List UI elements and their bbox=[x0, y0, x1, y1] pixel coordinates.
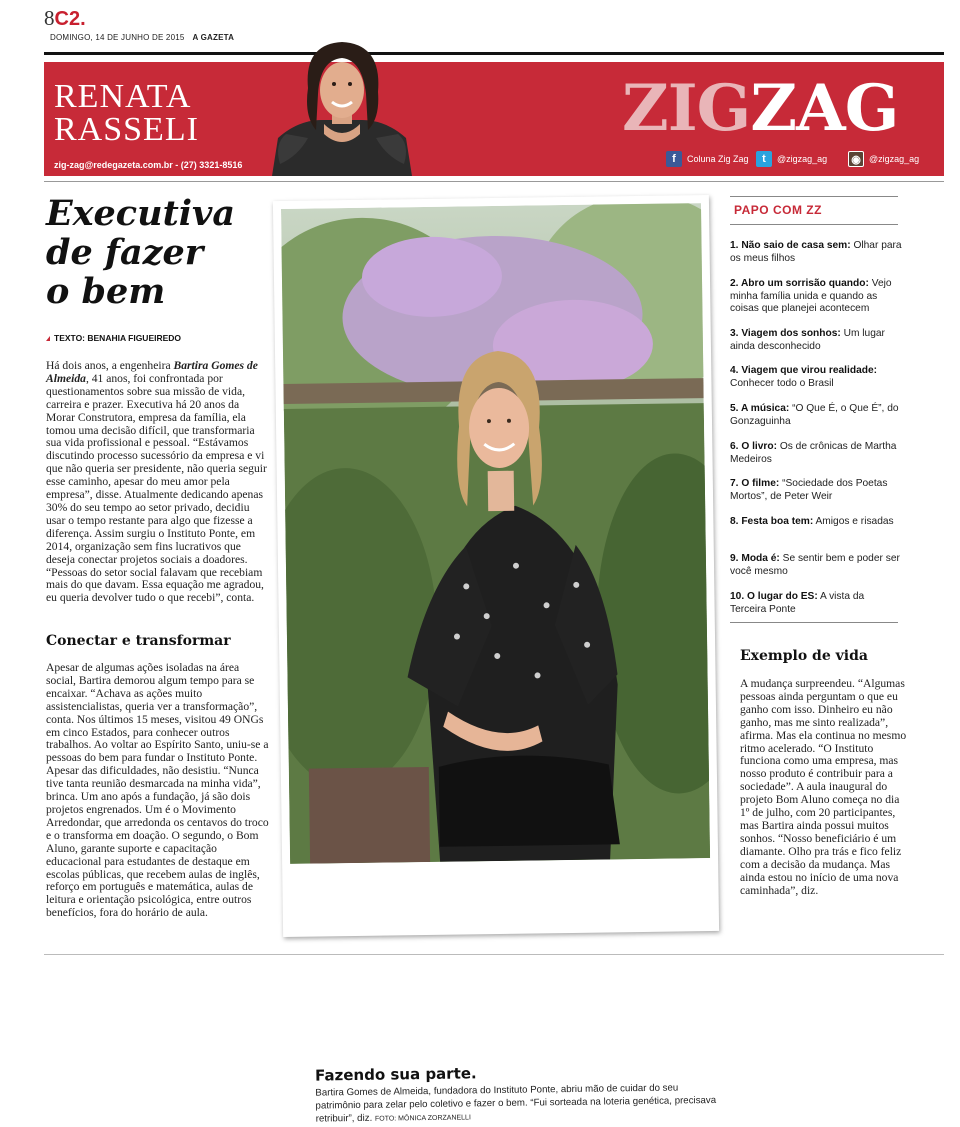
photo-caption: Bartira Gomes de Almeida, fundadora do Instituto Ponte, abriu mão de cuidar do seu patrimônio para zelar pelo coletivo e fazer o bem. “Fui sorteada na loteria genética, precisava retribuir”, diz. FOTO: MÔNICA ZORZANELLI bbox=[315, 1082, 717, 1125]
social-facebook[interactable] bbox=[666, 151, 749, 167]
papo-item: 3. Viagem dos sonhos: Um lugar ainda desconhecido bbox=[730, 328, 885, 352]
top-rule bbox=[44, 52, 944, 55]
contact-info[interactable]: zig-zag@redegazeta.com.br - (27) 3321-8516 bbox=[54, 160, 243, 170]
facebook-icon: f bbox=[666, 151, 682, 167]
subhead-conectar: Conectar e transformar bbox=[46, 633, 231, 649]
papo-title-rule bbox=[730, 224, 898, 225]
papo-item: 2. Abro um sorrisão quando: Vejo minha família unida e quando as coisas que planejei acontecem bbox=[730, 278, 892, 314]
papo-item: 9. Moda é: Se sentir bem e poder ser você mesmo bbox=[730, 553, 900, 577]
photo-credit: FOTO: MÔNICA ZORZANELLI bbox=[374, 1114, 471, 1123]
columnist-portrait bbox=[268, 38, 416, 176]
instagram-icon: ◉ bbox=[848, 151, 864, 167]
facebook-label: Coluna Zig Zag bbox=[687, 154, 749, 164]
zigzag-logo: ZIGZAG bbox=[622, 71, 899, 146]
photo-caption-title: Fazendo sua parte. bbox=[314, 1064, 477, 1085]
social-twitter[interactable] bbox=[756, 151, 827, 167]
page-bottom-rule bbox=[44, 954, 944, 955]
featured-photo bbox=[281, 203, 710, 864]
papo-item: 1. Não saio de casa sem: Olhar para os meus filhos bbox=[730, 240, 902, 264]
byline-marker-icon bbox=[46, 336, 50, 341]
dateline: DOMINGO, 14 DE JUNHO DE 2015 A GAZETA bbox=[50, 33, 235, 42]
paper-name: A GAZETA bbox=[192, 33, 235, 42]
article-paragraph-1: Há dois anos, a engenheira Bartira Gomes de Almeida, 41 anos, foi confrontada por questionamentos sobre sua missão de vida, carreira e prazer. Executiva há 20 anos da Morar Construtora, empresa da família, ela tomou uma decisão difícil, que transformaria sua vida profissional e pessoal. “Estávamos discutindo processo sucessório da empresa e vi que não queria ser presidente, não queria seguir esse caminho, apesar do meu amor pela empresa”, disse. Atualmente dedicando apenas 30% do seu tempo ao setor privado, decidiu usar o tempo restante para algo que fizesse a diferença. Assim surgiu o Instituto Ponte, em 2014, organização sem fins lucrativos que deseja conectar projetos sociais a doadores. “Pessoas do setor social falavam que recebiam mais do que davam. Essa equação me agradou, eu queria devolver tudo o que recebi”, conta. bbox=[46, 359, 267, 605]
papo-item: 10. O lugar do ES: A vista da Terceira Ponte bbox=[730, 591, 865, 615]
papo-top-rule bbox=[730, 196, 898, 197]
exemplo-title: Exemplo de vida bbox=[740, 648, 868, 664]
article-paragraph-2: Apesar de algumas ações isoladas na área social, Bartira demorou algum tempo para se encaixar. “Achava as ações muito assistencialistas, queria ver a transformação”, conta. Nos últimos 15 meses, visitou 49 ONGs em cinco Estados, para conhecer outros trabalhos. Ao voltar ao Espírito Santo, uniu-se a pessoas do bem para fundar o Instituto Ponte. Apesar das dificuldades, não desistiu. “Nunca tive tanta reunião desmarcada na minha vida”, brinca. Um ano após a fundação, já são dois projetos engrenados. Um é o Movimento Arredondar, que arredonda os centavos do troco e o transforma em doação. O segundo, o Bom Aluno, garante suporte e capacitação educacional para estudantes de destaque em escolas públicas, que recebem aulas de inglês, reforço em português e matemática, aulas de leitura e orientação psicológica, entre outros benefícios, fora do horário de aula. bbox=[46, 661, 269, 920]
twitter-icon: t bbox=[756, 151, 772, 167]
exemplo-paragraph: A mudança surpreendeu. “Algumas pessoas ainda perguntam o que eu ganho com isso. Dinheiro eu não ganho, mas me sinto realizada”, afirma. Mas ela continua no mesmo ritmo acelerado. “O Instituto funciona como uma empresa, mas nosso produto é contribuir para a sociedade”. A aula inaugural do projeto Bom Aluno começa no dia 1º de julho, com 20 participantes, mas Bartira ainda possui muitos sonhos. “Nosso beneficiário é um diamante. Olho pra trás e fico feliz com a decisão da mudança. Mas ainda estou no início de uma nova caminhada”, diz. bbox=[740, 677, 907, 897]
article-headline: Executiva de fazer o bem bbox=[46, 193, 236, 312]
papo-item: 6. O livro: Os de crônicas de Martha Medeiros bbox=[730, 441, 897, 465]
papo-item: 8. Festa boa tem: Amigos e risadas bbox=[730, 516, 894, 527]
social-instagram[interactable] bbox=[848, 151, 919, 167]
byline: TEXTO: BENAHIA FIGUEIREDO bbox=[46, 333, 181, 343]
papo-title: PAPO COM ZZ bbox=[734, 203, 822, 217]
banner-bottom-rule bbox=[44, 181, 944, 182]
twitter-label: @zigzag_ag bbox=[777, 154, 828, 164]
papo-item: 5. A música: “O Que É, o Que É”, do Gonzaguinha bbox=[730, 403, 899, 427]
papo-bottom-rule bbox=[730, 622, 898, 623]
columnist-name: RENATA RASSELI bbox=[54, 78, 199, 148]
photo-card bbox=[273, 195, 719, 1125]
subject-name: Bartira Gomes de Almeida bbox=[46, 359, 258, 385]
papo-item: 4. Viagem que virou realidade: Conhecer todo o Brasil bbox=[730, 365, 878, 389]
instagram-label: @zigzag_ag bbox=[869, 154, 920, 164]
papo-item: 7. O filme: “Sociedade dos Poetas Mortos”, de Peter Weir bbox=[730, 478, 888, 502]
page-number: 8C2. bbox=[44, 6, 86, 30]
section-label: C2. bbox=[54, 8, 86, 30]
